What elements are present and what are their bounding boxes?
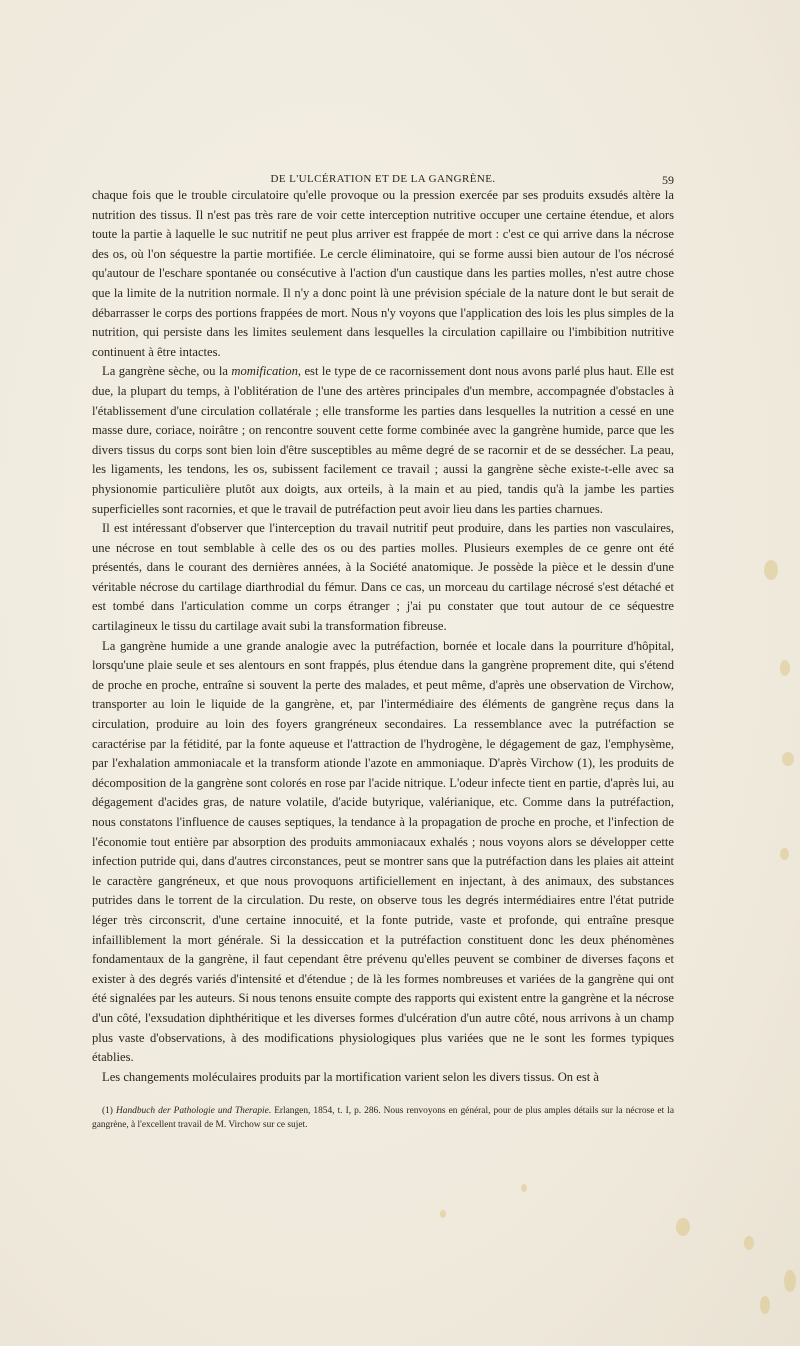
running-head: DE L'ULCÉRATION ET DE LA GANGRÈNE. (270, 173, 496, 185)
foxing-stain (760, 1296, 770, 1314)
foxing-stain (676, 1218, 690, 1236)
paragraph: La gangrène sèche, ou la momification, est le type de ce racornissement dont nous avons parlé plus haut. Elle est due, la plupart du temps, à l'oblitération de l'une des artères principales d'un membre, accompagnée d'obstacles à l'établissement d'une circulation collatérale ; elle transforme les parties dans lesquelles la nutrition a cessé en une masse dure, coriace, noirâtre ; on rencontre souvent cette forme combinée avec la gangrène humide, parce que les divers tissus du corps sont bien loin d'être susceptibles au même degré de se racornir et de se dessécher. La peau, les ligaments, les tendons, les os, subissent facilement ce travail ; aussi la gangrène sèche existe-t-elle avec sa physionomie particulière plutôt aux doigts, aux orteils, à la main et au pied, tandis qu'à la jambe les parties superficielles sont racornies, et que le travail de putréfaction peut avoir lieu dans les parties charnues. (92, 364, 674, 516)
foxing-stain (780, 660, 790, 676)
foxing-stain (744, 1236, 754, 1250)
emphasis: momification (231, 364, 298, 379)
foxing-stain (784, 1270, 796, 1292)
footnote-title: Handbuch der Pathologie und Therapie (115, 1106, 269, 1116)
paragraph: Il est intéressant d'observer que l'interception du travail nutritif peut produire, dans les parties non vasculaires, une nécrose en tout semblable à celle des os ou des parties molles. Plusieurs exemples de ce genre ont été présentés, dans le courant des dernières années, à la Société anatomique. Je possède la pièce et le dessin d'une véritable nécrose du cartilage diarthrodial du fémur. Dans ce cas, un morceau du cartilage nécrosé s'est détaché et est tombé dans l'articulation comme un corps étranger ; j'ai pu constater que tout autour de ce séquestre cartilagineux le tissu du cartilage avait subi la transformation fibreuse. (92, 521, 674, 634)
page-number: 59 (662, 173, 674, 187)
footnote-text: (1) Handbuch der Pathologie und Therapie. Erlangen, 1854, t. I, p. 286. Nous renvoyons en général, pour de plus amples détails sur la nécrose et la gangrène, à l'excellent travail de M. Virchow sur ce sujet. (92, 1106, 674, 1130)
paragraph: Les changements moléculaires produits par la mortification varient selon les divers tissus. On est à (102, 1069, 599, 1084)
body-text (92, 186, 674, 1087)
paragraph: La gangrène humide a une grande analogie avec la putréfaction, bornée et locale dans la pourriture d'hôpital, lorsqu'une plaie seule et ses alentours en sont frappés, plus étendue dans la gangrène proprement dite, qui s'étend de proche en proche, entraîne si souvent la perte des malades, et peut même, d'après une observation de Virchow, transporter au loin le liquide de la gangrène, et, par l'intermédiaire des éléments de gangrène reçus dans la circulation, produire au loin des foyers grangréneux secondaires. La ressemblance avec la putréfaction se caractérise par la fétidité, par la fonte aqueuse et l'attraction de l'hydrogène, le dégagement de gaz, l'emphysème, par l'exhalation ammoniacale et la transform ationde l'azote en ammoniaque. D'après Virchow (1), les produits de décomposition de la gangrène sont colorés en rose par l'acide nitrique. L'odeur infecte tient en partie, d'après lui, au dégagement d'acides gras, de nature volatile, d'acide butyrique, valérianique, etc. Comme dans la putréfaction, nous constatons l'influence de causes septiques, la tendance à la propagation de proche en proche, et l'infection de l'économie tout entière par absorption des produits ammoniacaux exhalés ; nous voyons alors se développer cette infection putride qui, dans d'autres circonstances, peut se montrer sans que la putréfaction dans les plaies ait atteint le caractère gangréneux, et que nous provoquons artificiellement en injectant, à des animaux, des substances putrides dans le torrent de la circulation. Du reste, on observe tous les degrés intermédiaires entre l'état putride léger très circonscrit, d'une certaine innocuité, et la fonte putride, vaste et profonde, qui entraîne presque infailliblement la mort générale. Si la dessiccation et la putréfaction constituent donc les deux phénomènes fondamentaux de la gangrène, il faut cependant être prévenu qu'elles peuvent se combiner de diverses façons et exister à des degrés variés d'intensité et d'étendue ; de là les formes nombreuses et variées de la gangrène qui ont été signalées par les auteurs. Si nous tenons ensuite compte des rapports qui existent entre la gangrène et la nécrose d'un côté, l'exsudation diphthéritique et les diverses formes d'ulcération d'un autre côté, nous arrivons à un champ plus vaste d'observations, à des modifications physiologiques plus variées que ne le sont les formes typiques établies. (92, 638, 674, 1065)
footnote (92, 1104, 674, 1132)
foxing-stain (782, 752, 794, 766)
paragraph: chaque fois que le trouble circulatoire qu'elle provoque ou la pression exercée par ses produits exsudés altère la nutrition des tissus. Il n'est pas très rare de voir cette interception nutritive occuper une certaine étendue, et alors toute la partie à laquelle le suc nutritif ne peut plus arriver est frappée de mort : c'est ce qui arrive dans la nécrose des os, où l'on séquestre la partie mortifiée. Le cercle éliminatoire, qui se forme aussi bien autour de l'os nécrosé qu'autour de l'eschare spontanée ou consécutive à l'action d'un caustique dans les parties molles, n'est autre chose que la limite de la nutrition normale. Il n'y a donc point là une prévision spéciale de la nature dont le but serait de débarrasser le corps des portions frappées de mort. Nous n'y voyons que l'application des lois les plus simples de la nutrition, qui persiste dans les limites seulement dans lesquelles la circulation capillaire ou l'imbibition nutritive continuent à être intactes. (92, 188, 674, 359)
foxing-stain (780, 848, 789, 860)
foxing-stain (521, 1184, 527, 1192)
foxing-stain (764, 560, 778, 580)
foxing-stain (440, 1210, 446, 1218)
